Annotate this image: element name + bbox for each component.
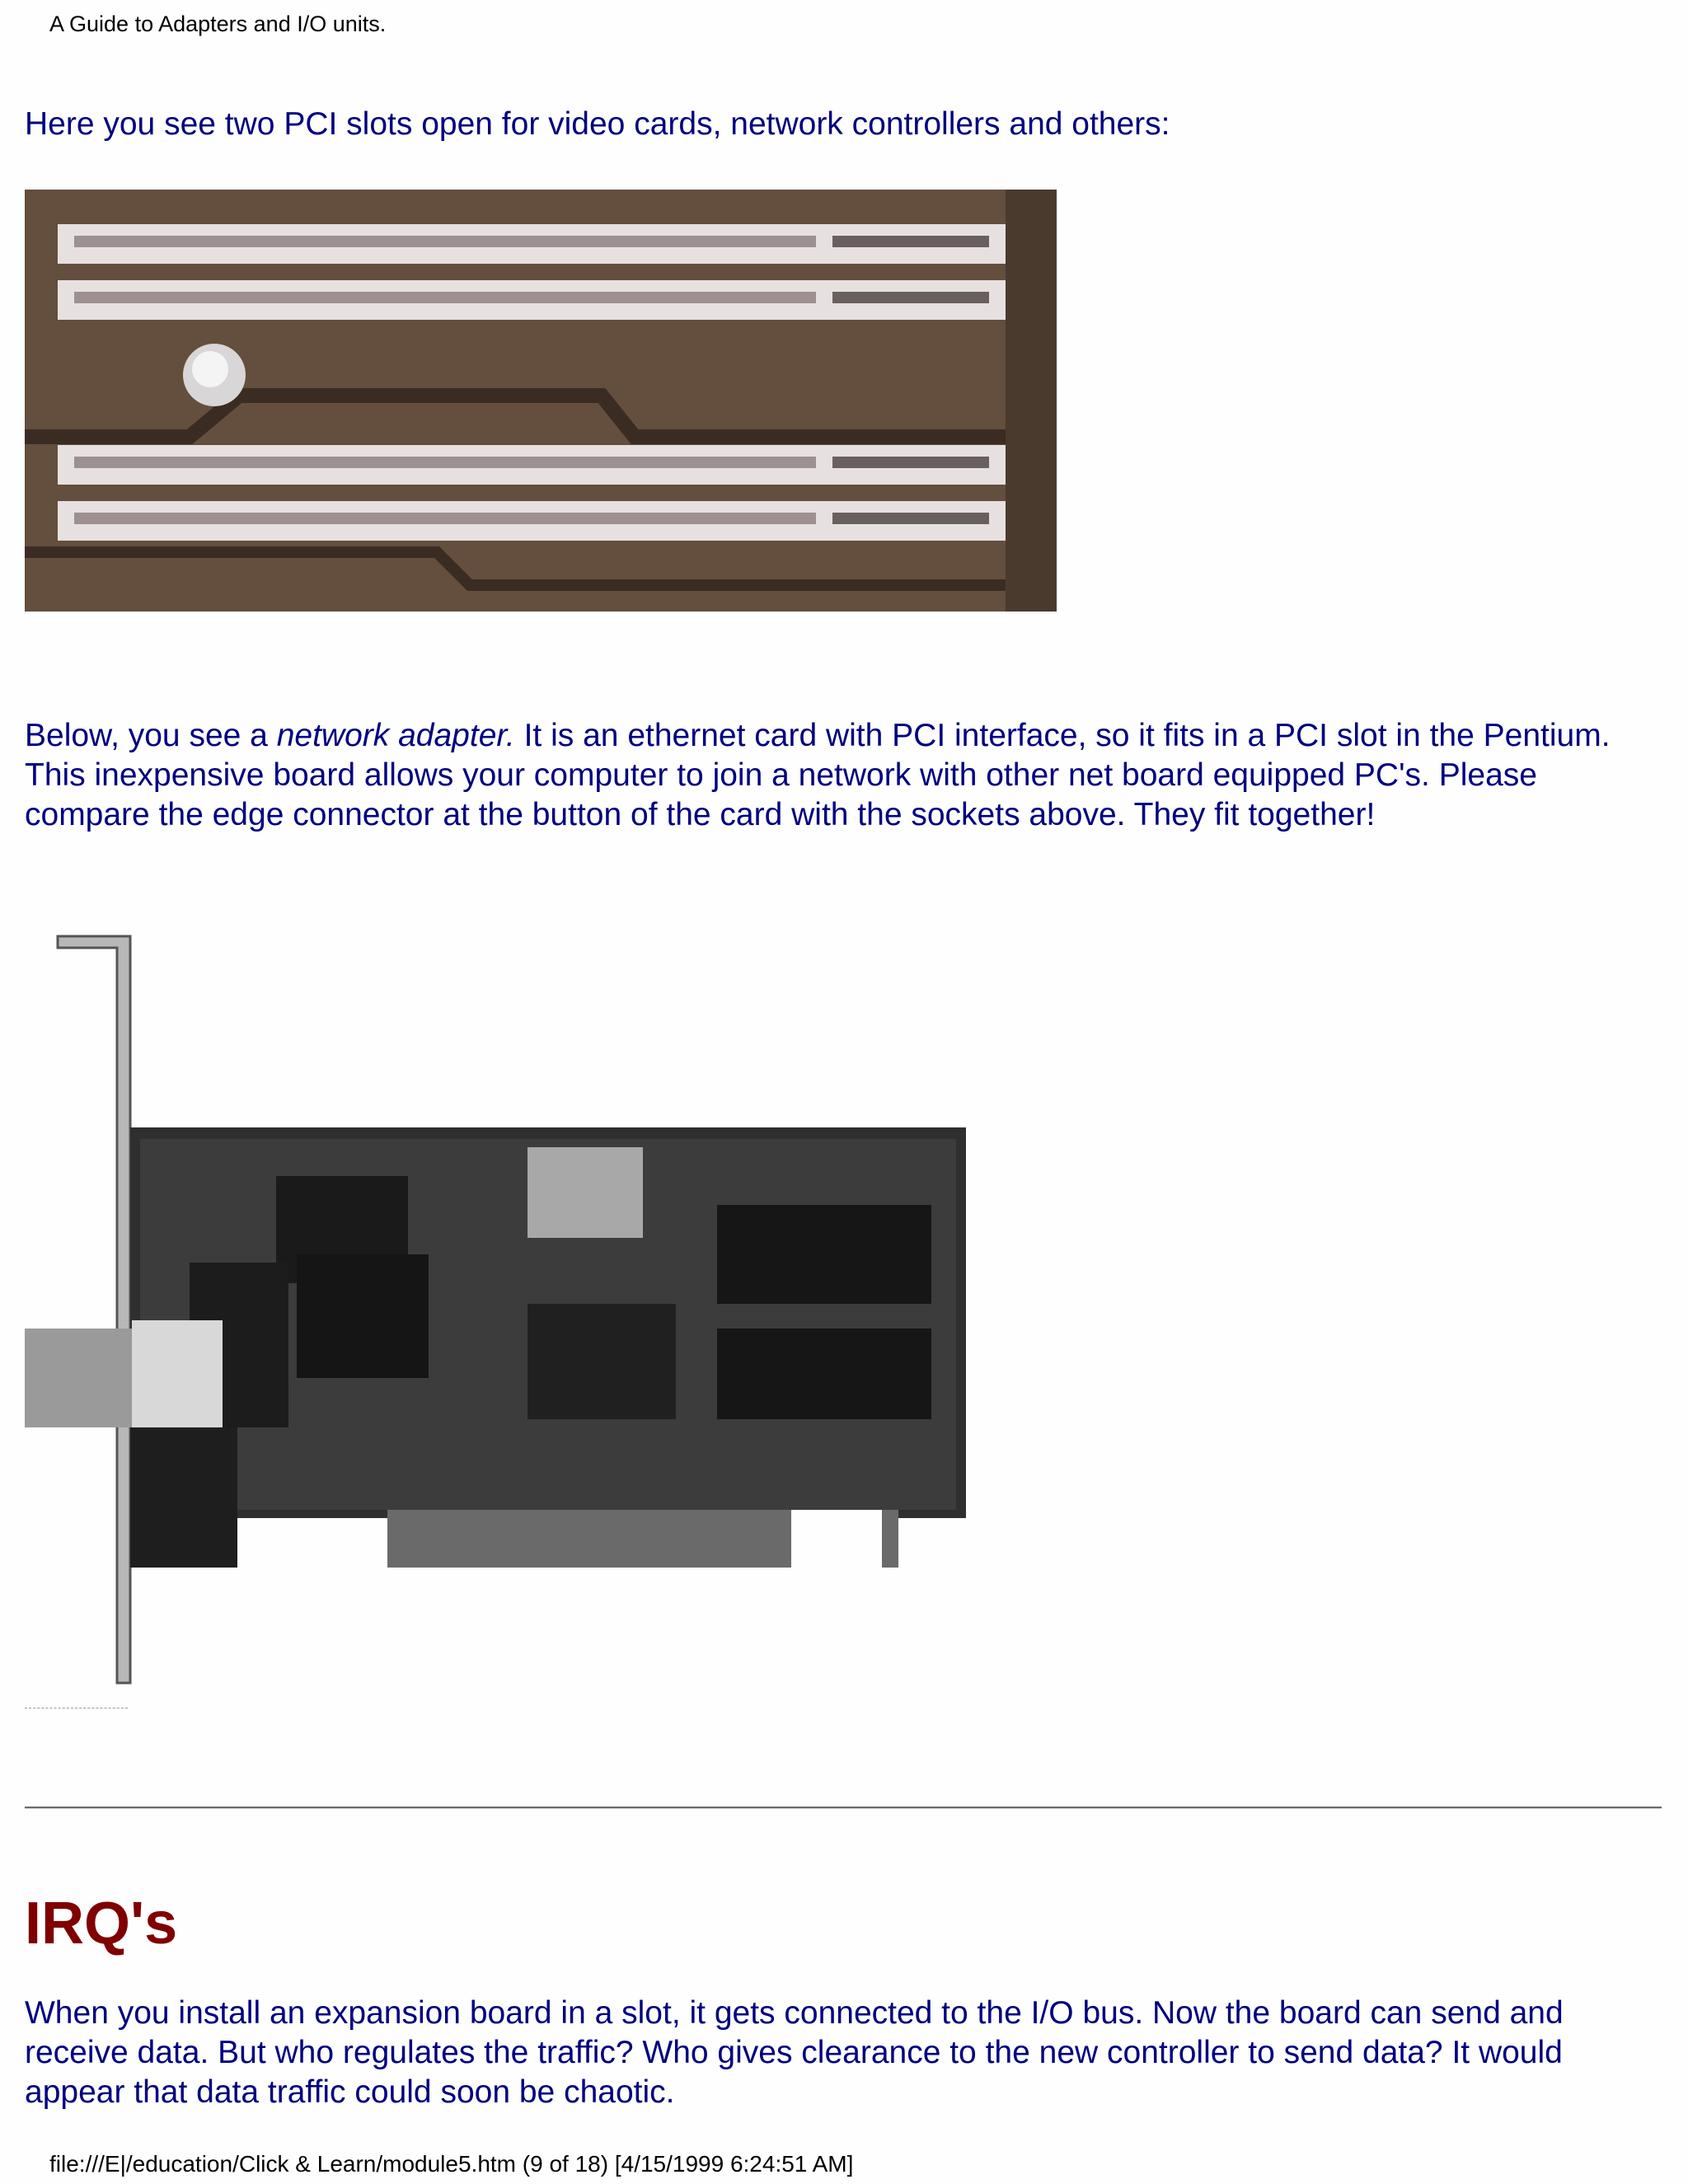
irq-paragraph: When you install an expansion board in a slot, it gets connected to the I/O bus. Now the board can send and receive data. But who regulates the traffic? Who gives clearance to the new controller to send data? It would appear that data traffic could soon be chaotic. [25, 1995, 1564, 2110]
page-header: A Guide to Adapters and I/O units. [49, 12, 387, 36]
adapter-text-end: It is an ethernet card with PCI interface, so it fits in a PCI slot in the Pentium. This inexpensive board allows your computer to join a network with other net board equipped PC's. Please compare the edge connector at the button of the card with the sockets above. They fit together! [25, 718, 1611, 832]
intro-paragraph: Here you see two PCI slots open for video cards, network controllers and others: [25, 106, 1170, 142]
adapter-text-start: Below, you see a [25, 718, 277, 753]
page-footer: file:///E|/education/Click & Learn/module5.htm (9 of 18) [4/15/1999 6:24:51 AM] [49, 2151, 854, 2177]
network-adapter-term: network adapter. [276, 718, 515, 753]
network-adapter-paragraph [25, 716, 1665, 835]
pci-slots-photo [25, 190, 1057, 612]
network-adapter-photo [25, 933, 966, 1708]
horizontal-rule [25, 1807, 1662, 1809]
section-heading: IRQ's [25, 1891, 178, 1957]
